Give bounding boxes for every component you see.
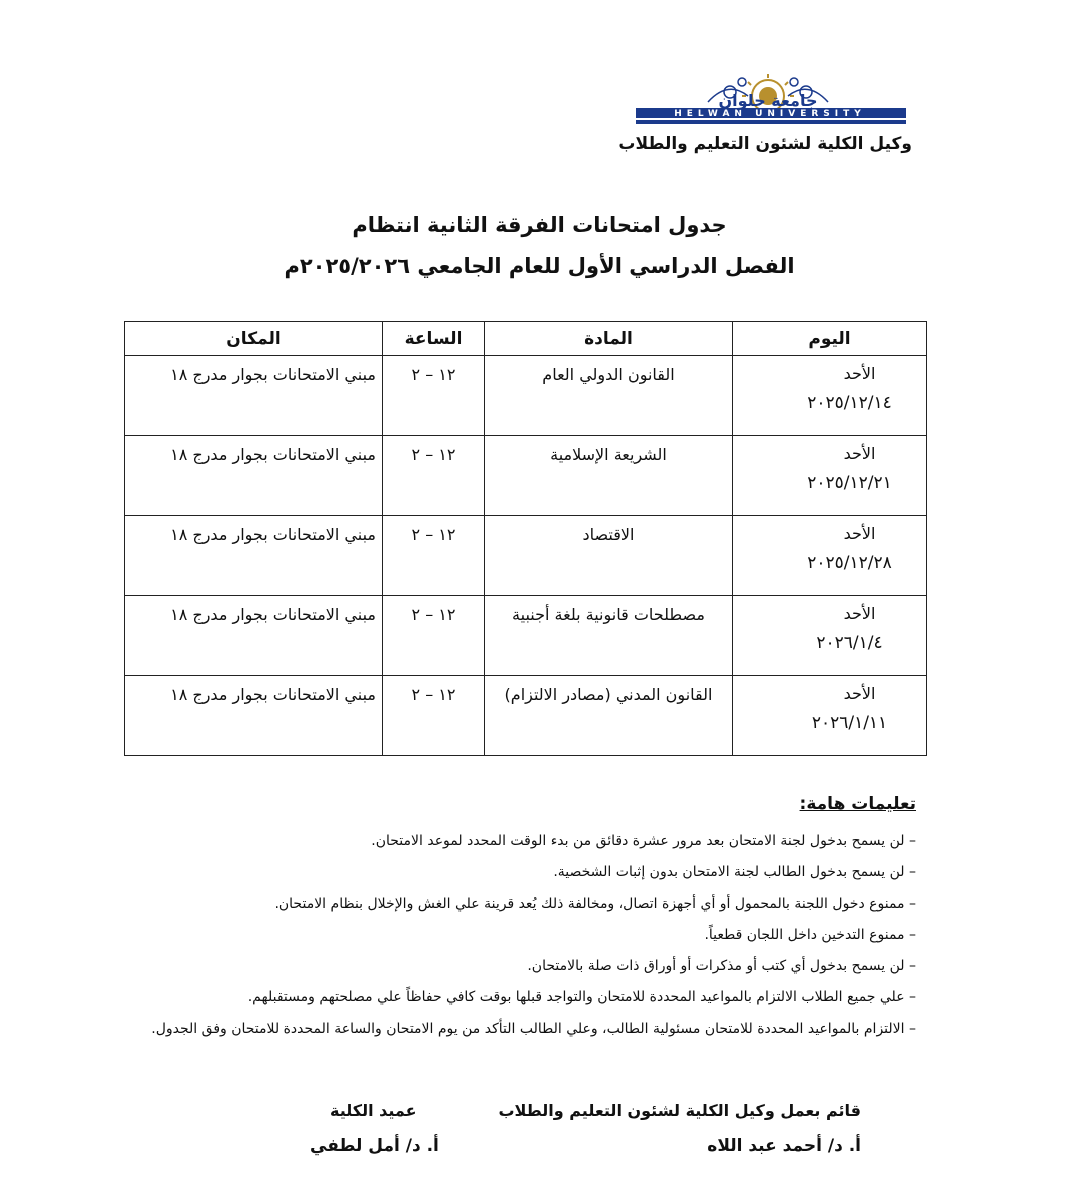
list-item: – لن يسمح بدخول الطالب لجنة الامتحان بدون إثبات الشخصية. — [553, 864, 916, 881]
cell-subject: الاقتصاد — [485, 516, 733, 596]
logo-underline — [636, 120, 906, 124]
page-subtitle: الفصل الدراسي الأول للعام الجامعي ٢٠٢٥/٢٠٢٦م — [284, 254, 795, 278]
list-item: – علي جميع الطلاب الالتزام بالمواعيد المحددة للامتحان والتواجد قبلها بوقت كافي حفاظاً علي مصلحتهم ومستقبلهم. — [247, 989, 916, 1006]
office-title: وكيل الكلية لشئون التعليم والطلاب — [618, 134, 912, 154]
cell-subject: الشريعة الإسلامية — [485, 436, 733, 516]
dean-title: عميد الكلية — [330, 1101, 417, 1120]
cell-place: مبني الامتحانات بجوار مدرج ١٨ — [125, 596, 383, 676]
day-name: الأحد — [843, 684, 876, 703]
university-logo — [618, 72, 912, 162]
instructions-heading: تعليمات هامة: — [799, 794, 916, 814]
cell-day — [733, 356, 927, 436]
list-item: – لن يسمح بدخول أي كتب أو مذكرات أو أوراق ذات صلة بالامتحان. — [527, 958, 916, 975]
cell-place: مبني الامتحانات بجوار مدرج ١٨ — [125, 356, 383, 436]
dean-name: أ. د/ أمل لطفي — [310, 1136, 439, 1156]
day-name: الأحد — [843, 444, 876, 463]
list-item: – الالتزام بالمواعيد المحددة للامتحان مسئولية الطالب، وعلي الطالب التأكد من يوم الامتحان والساعة المحددة للامتحان وفق الجدول. — [151, 1020, 916, 1037]
cell-subject: القانون الدولي العام — [485, 356, 733, 436]
logo-latin-text: HELWAN UNIVERSITY — [674, 109, 866, 119]
header-day: اليوم — [733, 322, 927, 356]
table-row — [125, 436, 927, 516]
list-item: – ممنوع دخول اللجنة بالمحمول أو أي أجهزة اتصال، ومخالفة ذلك يُعد قرينة علي الغش والإخلال بنظام الامتحان. — [274, 895, 916, 912]
cell-day — [733, 436, 927, 516]
day-name: الأحد — [843, 524, 876, 543]
table-row — [125, 516, 927, 596]
day-date: ٢٠٢٦/١/١١ — [811, 713, 888, 733]
exam-schedule-table — [124, 321, 927, 756]
day-date: ٢٠٢٥/١٢/١٤ — [807, 393, 892, 413]
cell-day — [733, 676, 927, 756]
vice-dean-title: قائم بعمل وكيل الكلية لشئون التعليم والطلاب — [498, 1101, 861, 1120]
cell-subject: مصطلحات قانونية بلغة أجنبية — [485, 596, 733, 676]
cell-place: مبني الامتحانات بجوار مدرج ١٨ — [125, 516, 383, 596]
day-name: الأحد — [843, 604, 876, 623]
table-row — [125, 356, 927, 436]
table-header-row — [125, 322, 927, 356]
cell-day — [733, 596, 927, 676]
cell-time: ١٢ – ٢ — [383, 596, 485, 676]
vice-dean-name: أ. د/ أحمد عبد اللاه — [707, 1136, 861, 1156]
table-row — [125, 676, 927, 756]
list-item: – لن يسمح بدخول لجنة الامتحان بعد مرور عشرة دقائق من بدء الوقت المحدد لموعد الامتحان. — [371, 833, 916, 849]
list-item: – ممنوع التدخين داخل اللجان قطعياً. — [704, 926, 916, 943]
header-place: المكان — [125, 322, 383, 356]
cell-day — [733, 516, 927, 596]
cell-place: مبني الامتحانات بجوار مدرج ١٨ — [125, 676, 383, 756]
instructions-list — [151, 830, 916, 1049]
table-row — [125, 596, 927, 676]
day-name: الأحد — [843, 364, 876, 383]
cell-time: ١٢ – ٢ — [383, 356, 485, 436]
header-time: الساعة — [383, 322, 485, 356]
logo-arabic-text: جامعة حلوان — [718, 91, 818, 110]
day-date: ٢٠٢٥/١٢/٢١ — [807, 473, 892, 493]
cell-time: ١٢ – ٢ — [383, 676, 485, 756]
day-date: ٢٠٢٦/١/٤ — [816, 633, 883, 653]
header-subject: المادة — [485, 322, 733, 356]
helwan-university-emblem — [630, 72, 912, 134]
cell-time: ١٢ – ٢ — [383, 436, 485, 516]
cell-time: ١٢ – ٢ — [383, 516, 485, 596]
cell-subject: القانون المدني (مصادر الالتزام) — [485, 676, 733, 756]
day-date: ٢٠٢٥/١٢/٢٨ — [807, 553, 892, 573]
cell-place: مبني الامتحانات بجوار مدرج ١٨ — [125, 436, 383, 516]
page-title: جدول امتحانات الفرقة الثانية انتظام — [352, 213, 727, 237]
